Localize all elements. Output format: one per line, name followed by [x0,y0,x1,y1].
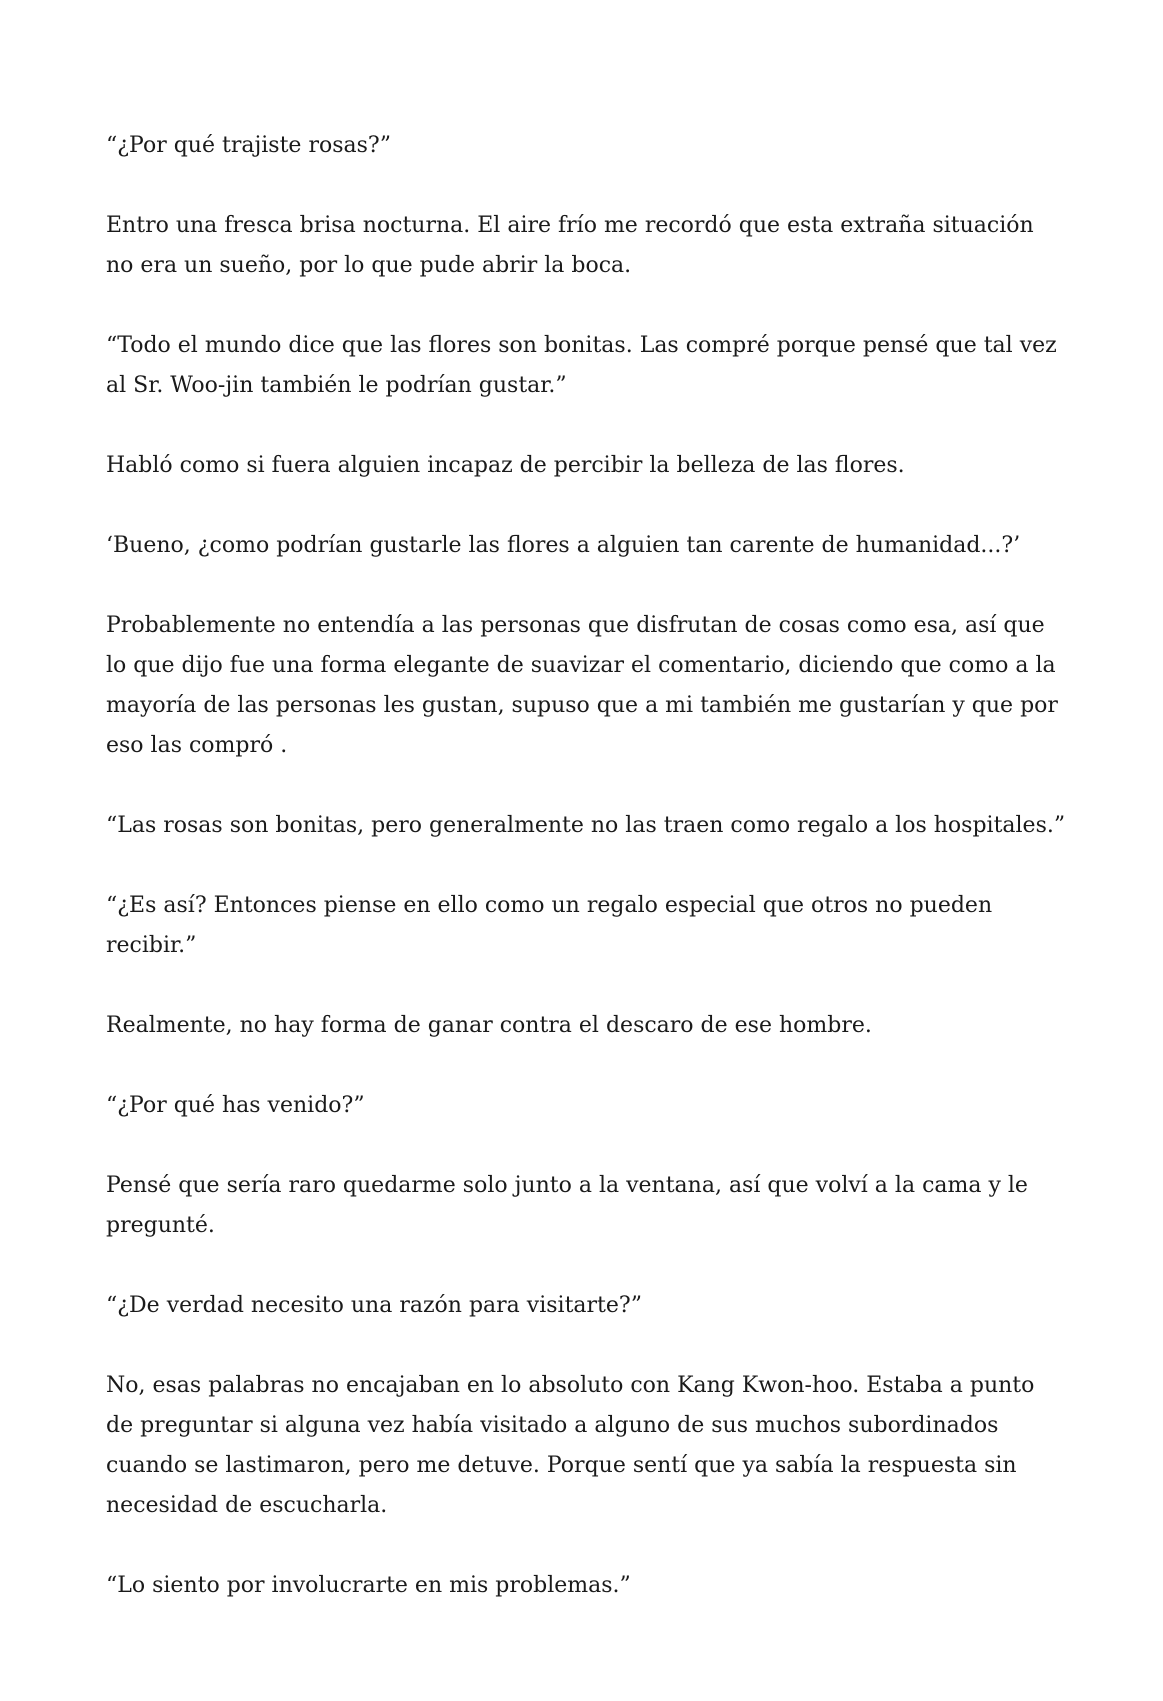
story-text [106,126,1066,1606]
paragraph-9: Realmente, no hay forma de ganar contra el descaro de ese hombre. [106,1013,872,1038]
paragraph-14: “Lo siento por involucrarte en mis problemas.” [106,1573,631,1598]
paragraph-3: “Todo el mundo dice que las flores son bonitas. Las compré porque pensé que tal vez al Sr. Woo-jin también le podrían gustar.” [106,333,1057,398]
paragraph-11: Pensé que sería raro quedarme solo junto a la ventana, así que volví a la cama y le pregunté. [106,1173,1028,1238]
paragraph-7: “Las rosas son bonitas, pero generalmente no las traen como regalo a los hospitales.” [106,813,1066,838]
paragraph-1: “¿Por qué trajiste rosas?” [106,133,391,158]
paragraph-12: “¿De verdad necesito una razón para visitarte?” [106,1293,642,1318]
paragraph-13: No, esas palabras no encajaban en lo absoluto con Kang Kwon-hoo. Estaba a punto de preguntar si alguna vez había visitado a alguno de sus muchos subordinados cuando se lastimaron, pero me detuve. Porque sentí que ya sabía la respuesta sin necesidad de escucharla. [106,1373,1035,1518]
paragraph-8: “¿Es así? Entonces piense en ello como un regalo especial que otros no pueden recibir.” [106,893,993,958]
paragraph-5: ‘Bueno, ¿como podrían gustarle las flores a alguien tan carente de humanidad...?’ [106,533,1021,558]
paragraph-6: Probablemente no entendía a las personas que disfrutan de cosas como esa, así que lo que dijo fue una forma elegante de suavizar el comentario, diciendo que como a la mayoría de las personas les gustan, supuso que a mi también me gustarían y que por eso las compró . [106,613,1058,758]
paragraph-2: Entro una fresca brisa nocturna. El aire frío me recordó que esta extraña situación no era un sueño, por lo que pude abrir la boca. [106,213,1034,278]
paragraph-4: Habló como si fuera alguien incapaz de percibir la belleza de las flores. [106,453,905,478]
paragraph-10: “¿Por qué has venido?” [106,1093,365,1118]
